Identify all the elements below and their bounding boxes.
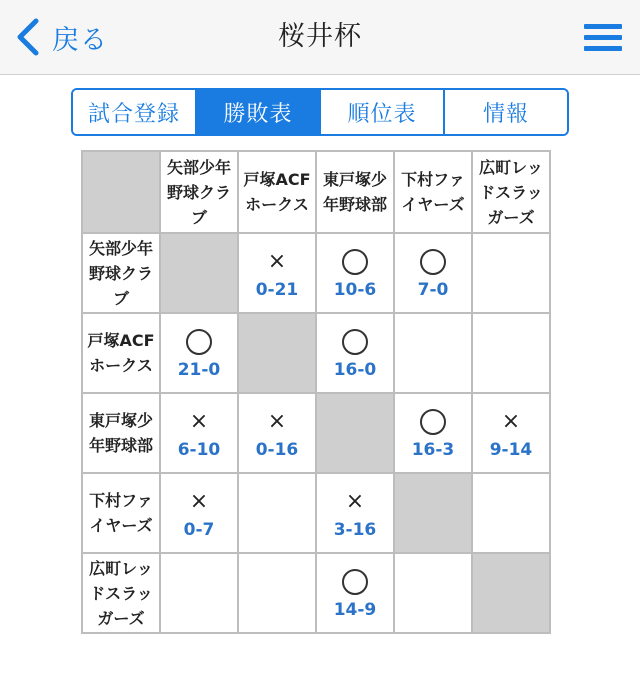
team-name-line: 年野球部: [322, 195, 387, 214]
cross-icon: ×: [345, 489, 365, 514]
team-name-line: 矢部少年: [166, 157, 231, 177]
tab-standings[interactable]: 順位表: [319, 90, 443, 134]
result-cell[interactable]: [394, 393, 472, 473]
score-link[interactable]: 0-7: [183, 520, 215, 540]
diagonal-cell: [472, 553, 550, 633]
result-cell[interactable]: [160, 313, 238, 393]
loss-mark: [317, 486, 393, 518]
result-cell: [160, 553, 238, 633]
team-name-line: 下村ファ: [89, 491, 153, 510]
win-mark: [395, 406, 471, 438]
row-team-header: [82, 313, 160, 393]
row-team-header: [82, 233, 160, 313]
tab-match-entry[interactable]: 試合登録: [73, 90, 195, 134]
team-name-line: 年野球部: [88, 436, 153, 455]
score-link[interactable]: 16-3: [411, 440, 455, 460]
loss-mark: [239, 246, 315, 278]
win-mark: [395, 246, 471, 278]
score-link[interactable]: 6-10: [177, 440, 221, 460]
team-name-line: ドスラッ: [479, 182, 543, 202]
team-name-line: ホークス: [89, 356, 153, 375]
loss-mark: [239, 406, 315, 438]
loss-mark: [161, 406, 237, 438]
score-link[interactable]: 3-16: [333, 520, 377, 540]
result-cell: [238, 553, 316, 633]
column-team-header: [160, 151, 238, 233]
team-name-line: 戸塚ACF: [243, 170, 311, 189]
row-team-header: [82, 473, 160, 553]
team-name-line: 矢部少年: [88, 238, 153, 258]
team-name-line: ドスラッ: [89, 583, 153, 603]
score-link[interactable]: 14-9: [333, 600, 377, 620]
score-link[interactable]: 16-0: [333, 360, 377, 380]
team-name-line: 野球クラ: [88, 263, 153, 283]
result-cell: [472, 313, 550, 393]
cross-icon: ×: [189, 489, 209, 514]
team-name-line: ブ: [190, 207, 207, 227]
column-team-header: [238, 151, 316, 233]
diagonal-cell: [394, 473, 472, 553]
cross-icon: ×: [501, 409, 521, 434]
result-cell[interactable]: [316, 473, 394, 553]
column-team-header: [394, 151, 472, 233]
chevron-left-icon: [14, 17, 42, 57]
team-name-line: ガーズ: [97, 608, 145, 628]
circle-icon: [342, 249, 368, 275]
hamburger-icon-line: [584, 24, 622, 29]
result-cell: [472, 233, 550, 313]
segmented-tabs: [71, 88, 569, 136]
team-name-line: 広町レッ: [479, 157, 543, 177]
result-cell: [238, 473, 316, 553]
result-cell[interactable]: [316, 313, 394, 393]
grid-row: [82, 553, 550, 633]
grid-row: [82, 233, 550, 313]
result-cell: [394, 313, 472, 393]
circle-icon: [342, 569, 368, 595]
result-cell[interactable]: [472, 393, 550, 473]
grid-row: [82, 313, 550, 393]
score-link[interactable]: 21-0: [177, 360, 221, 380]
cross-icon: ×: [189, 409, 209, 434]
hamburger-icon-line: [584, 35, 622, 40]
win-mark: [317, 566, 393, 598]
menu-button[interactable]: [584, 22, 622, 54]
row-team-header: [82, 553, 160, 633]
grid-row: [82, 473, 550, 553]
score-link[interactable]: 9-14: [489, 440, 533, 460]
circle-icon: [420, 249, 446, 275]
tab-info[interactable]: 情報: [443, 90, 567, 134]
team-name-line: 広町レッ: [89, 558, 153, 578]
grid-row: [82, 393, 550, 473]
hamburger-icon-line: [584, 46, 622, 51]
team-name-line: 東戸塚少: [322, 170, 387, 189]
team-name-line: 下村ファ: [401, 170, 465, 189]
win-mark: [161, 326, 237, 358]
team-name-line: ガーズ: [487, 207, 535, 227]
diagonal-cell: [160, 233, 238, 313]
diagonal-cell: [316, 393, 394, 473]
cross-icon: ×: [267, 249, 287, 274]
team-name-line: ホークス: [245, 195, 309, 214]
nav-bar: [0, 0, 640, 75]
column-team-header: [472, 151, 550, 233]
result-cell: [394, 553, 472, 633]
result-cell[interactable]: [316, 233, 394, 313]
team-name-line: 野球クラ: [166, 182, 231, 202]
circle-icon: [420, 409, 446, 435]
score-link[interactable]: 0-21: [255, 280, 299, 300]
back-label: 戻る: [52, 24, 108, 56]
team-name-line: イヤーズ: [401, 195, 465, 214]
result-cell: [472, 473, 550, 553]
results-grid: [81, 150, 551, 634]
win-mark: [317, 326, 393, 358]
result-cell[interactable]: [238, 393, 316, 473]
grid-corner: [82, 151, 160, 233]
diagonal-cell: [238, 313, 316, 393]
loss-mark: [473, 406, 549, 438]
result-cell[interactable]: [316, 553, 394, 633]
result-cell[interactable]: [160, 393, 238, 473]
team-name-line: 戸塚ACF: [87, 331, 155, 350]
cross-icon: ×: [267, 409, 287, 434]
team-name-line: ブ: [112, 288, 129, 308]
team-name-line: 東戸塚少: [88, 411, 153, 430]
score-link[interactable]: 7-0: [417, 280, 449, 300]
win-mark: [317, 246, 393, 278]
team-name-line: イヤーズ: [89, 516, 153, 535]
score-link[interactable]: 10-6: [333, 280, 377, 300]
tab-results-table[interactable]: 勝敗表: [195, 90, 319, 134]
column-team-header: [316, 151, 394, 233]
grid-header-row: [82, 151, 550, 233]
circle-icon: [342, 329, 368, 355]
result-cell[interactable]: [394, 233, 472, 313]
back-button[interactable]: [14, 14, 108, 60]
loss-mark: [161, 486, 237, 518]
result-cell[interactable]: [238, 233, 316, 313]
score-link[interactable]: 0-16: [255, 440, 299, 460]
page-title: 桜井杯: [278, 21, 362, 52]
circle-icon: [186, 329, 212, 355]
result-cell[interactable]: [160, 473, 238, 553]
row-team-header: [82, 393, 160, 473]
